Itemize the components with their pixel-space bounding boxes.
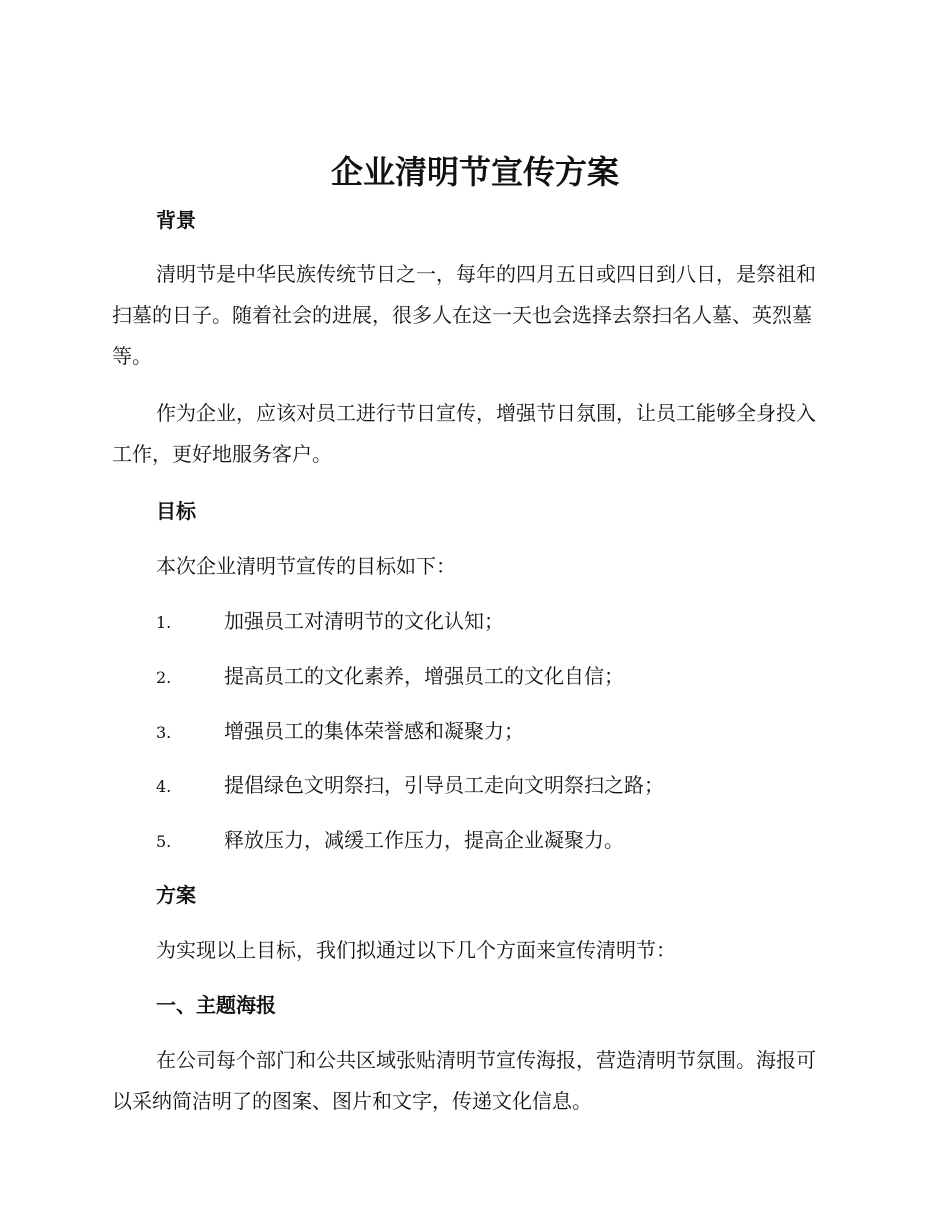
theme-poster-paragraph: 在公司每个部门和公共区域张贴清明节宣传海报，营造清明节氛围。海报可以采纳简洁明了的图案、图片和文字，传递文化信息。: [112, 1048, 816, 1113]
list-text: 释放压力，减缓工作压力，提高企业凝聚力。: [224, 828, 624, 852]
plan-intro: 为实现以上目标，我们拟通过以下几个方面来宣传清明节：: [156, 938, 676, 962]
heading-goals: 目标: [156, 499, 196, 523]
list-text: 提倡绿色文明祭扫，引导员工走向文明祭扫之路；: [224, 773, 664, 797]
list-number: 4.: [156, 777, 172, 796]
heading-plan: 方案: [156, 883, 196, 907]
list-number: 3.: [156, 723, 172, 742]
list-text: 增强员工的集体荣誉感和凝聚力；: [224, 719, 524, 743]
list-number: 2.: [156, 668, 172, 687]
list-number: 5.: [156, 832, 172, 851]
list-text: 提高员工的文化素养，增强员工的文化自信；: [224, 664, 624, 688]
heading-background: 背景: [156, 208, 196, 232]
document-title: 企业清明节宣传方案: [330, 153, 619, 191]
goals-intro: 本次企业清明节宣传的目标如下：: [156, 554, 456, 578]
heading-theme-poster: 一、主题海报: [156, 993, 276, 1017]
list-number: 1.: [156, 613, 172, 632]
background-paragraph-1: 清明节是中华民族传统节日之一，每年的四月五日或四日到八日，是祭祖和扫墓的日子。随着社会的进展，很多人在这一天也会选择去祭扫名人墓、英烈墓等。: [112, 262, 816, 368]
list-text: 加强员工对清明节的文化认知；: [224, 609, 504, 633]
background-paragraph-2: 作为企业，应该对员工进行节日宣传，增强节日氛围，让员工能够全身投入工作，更好地服务客户。: [112, 401, 816, 466]
